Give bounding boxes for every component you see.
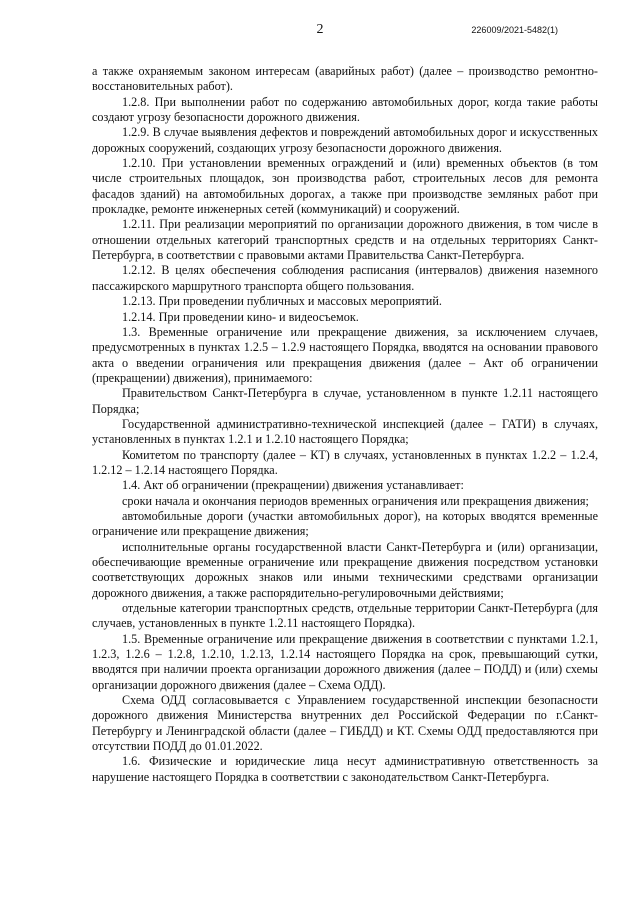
paragraph: 1.3. Временные ограничение или прекращение движения, за исключением случаев, предусмотренных в пунктах 1.2.5 – 1.2.9 настоящего Порядка, вводятся на основании правового акта о введении ограничения или прекращения движения (далее – Акт об ограничении (прекращении) движения), принимаемого: — [92, 324, 598, 385]
paragraph: 1.2.11. При реализации мероприятий по организации дорожного движения, в том числе в отношении отдельных категорий транспортных средств и на отдельных территориях Санкт-Петербурга, в соответствии с правовыми актами Правительства Санкт-Петербурга. — [92, 217, 598, 263]
paragraph: 1.2.12. В целях обеспечения соблюдения расписания (интервалов) движения наземного пассажирского маршрутного транспорта общего пользования. — [92, 263, 598, 293]
paragraph: Схема ОДД согласовывается с Управлением государственной инспекции безопасности дорожного движения Министерства внутренних дел Российской Федерации по г.Санкт-Петербургу и Ленинградской области (далее – ГИБДД) и КТ. Схемы ОДД предоставляются при отсутствии ПОДД до 01.01.2022. — [92, 693, 598, 754]
paragraph: 1.5. Временные ограничение или прекращение движения в соответствии с пунктами 1.2.1, 1.2.3, 1.2.6 – 1.2.8, 1.2.10, 1.2.13, 1.2.14 настоящего Порядка на срок, превышающий сутки, вводятся при наличии проекта организации дорожного движения (далее – ПОДД) и (или) схемы организации дорожного движения (далее – Схема ОДД). — [92, 631, 598, 692]
document-body — [92, 64, 598, 785]
paragraph: Государственной административно-технической инспекцией (далее – ГАТИ) в случаях, установленных в пунктах 1.2.1 и 1.2.10 настоящего Порядка; — [92, 416, 598, 447]
paragraph: а также охраняемым законом интересам (аварийных работ) (далее – производство ремонтно-восстановительных работ). — [92, 64, 598, 94]
paragraph: автомобильные дороги (участки автомобильных дорог), на которых вводятся временные ограничение или прекращение движения; — [92, 508, 598, 539]
paragraph: Комитетом по транспорту (далее – КТ) в случаях, установленных в пунктах 1.2.2 – 1.2.4, 1.2.12 – 1.2.14 настоящего Порядка. — [92, 447, 598, 477]
document-number: 226009/2021-5482(1) — [471, 25, 558, 35]
paragraph: отдельные категории транспортных средств, отдельные территории Санкт-Петербурга (для случаев, установленных в пункте 1.2.11 настоящего Порядка). — [92, 601, 598, 631]
page-number: 2 — [316, 22, 324, 37]
paragraph: 1.2.8. При выполнении работ по содержанию автомобильных дорог, когда такие работы создают угрозу безопасности дорожного движения. — [92, 94, 598, 125]
paragraph: 1.2.13. При проведении публичных и массовых мероприятий. — [122, 294, 442, 309]
paragraph: сроки начала и окончания периодов временных ограничения или прекращения движения; — [122, 493, 589, 508]
paragraph: Правительством Санкт-Петербурга в случае, установленном в пункте 1.2.11 настоящего Порядка; — [92, 386, 598, 416]
paragraph: 1.6. Физические и юридические лица несут административную ответственность за нарушение настоящего Порядка в соответствии с законодательством Санкт-Петербурга. — [92, 754, 598, 784]
paragraph: 1.4. Акт об ограничении (прекращении) движения устанавливает: — [122, 478, 464, 493]
paragraph: 1.2.10. При установлении временных ограждений и (или) временных объектов (в том числе строительных площадок, зон производства работ, строительных лесов для ремонта фасадов зданий) на автомобильных дорогах, а также при производстве земляных работ при прокладке, ремонте инженерных сетей (коммуникаций) и сооружений. — [92, 156, 598, 217]
paragraph: 1.2.9. В случае выявления дефектов и повреждений автомобильных дорог и искусственных дорожных сооружений, создающих угрозу безопасности дорожного движения. — [92, 125, 598, 155]
paragraph: 1.2.14. При проведении кино- и видеосъемок. — [122, 309, 359, 324]
paragraph: исполнительные органы государственной власти Санкт-Петербурга и (или) организации, обеспечивающие временные ограничение или прекращение движения посредством установки соответствующих дорожных знаков или иными техническими средствами организации дорожного движения, а также распорядительно-регулировочными действиями; — [92, 539, 598, 600]
